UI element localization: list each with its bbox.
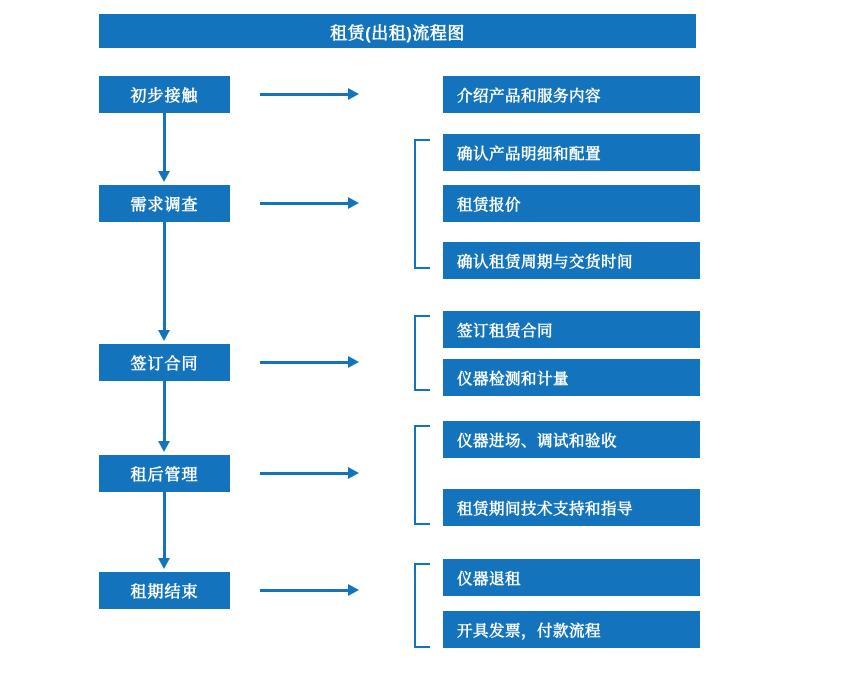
stage-arrow-head-2 [348, 197, 359, 209]
connector-arrow-3-4 [158, 441, 170, 452]
detail-bracket-group-4 [414, 425, 430, 525]
detail-bracket-group-3 [414, 315, 430, 391]
detail-box-7[interactable]: 仪器进场、调试和验收 [443, 421, 700, 458]
detail-box-1[interactable]: 介绍产品和服务内容 [443, 76, 700, 113]
detail-box-10[interactable]: 开具发票，付款流程 [443, 611, 700, 648]
detail-box-8[interactable]: 租赁期间技术支持和指导 [443, 489, 700, 526]
stage-box-1[interactable]: 初步接触 [99, 76, 230, 113]
detail-bracket-group-2 [414, 139, 430, 269]
stage-box-5[interactable]: 租期结束 [99, 572, 230, 609]
connector-line-1-2 [163, 113, 166, 171]
connector-line-3-4 [163, 381, 166, 441]
connector-arrow-1-2 [158, 171, 170, 182]
connector-line-2-3 [163, 222, 166, 330]
diagram-title: 租赁(出租)流程图 [99, 14, 696, 48]
stage-arrow-1 [260, 93, 348, 96]
stage-arrow-4 [260, 472, 348, 475]
stage-arrow-head-3 [348, 356, 359, 368]
detail-bracket-group-5 [414, 563, 430, 648]
stage-arrow-3 [260, 361, 348, 364]
stage-box-4[interactable]: 租后管理 [99, 455, 230, 492]
stage-arrow-head-4 [348, 467, 359, 479]
stage-box-2[interactable]: 需求调查 [99, 185, 230, 222]
connector-arrow-2-3 [158, 330, 170, 341]
detail-box-5[interactable]: 签订租赁合同 [443, 311, 700, 348]
stage-arrow-head-5 [348, 584, 359, 596]
detail-box-6[interactable]: 仪器检测和计量 [443, 359, 700, 396]
connector-line-4-5 [163, 492, 166, 558]
stage-arrow-2 [260, 202, 348, 205]
stage-arrow-5 [260, 589, 348, 592]
detail-box-9[interactable]: 仪器退租 [443, 559, 700, 596]
stage-box-3[interactable]: 签订合同 [99, 344, 230, 381]
stage-arrow-head-1 [348, 88, 359, 100]
detail-box-2[interactable]: 确认产品明细和配置 [443, 134, 700, 171]
connector-arrow-4-5 [158, 558, 170, 569]
detail-box-4[interactable]: 确认租赁周期与交货时间 [443, 242, 700, 279]
detail-box-3[interactable]: 租赁报价 [443, 185, 700, 222]
